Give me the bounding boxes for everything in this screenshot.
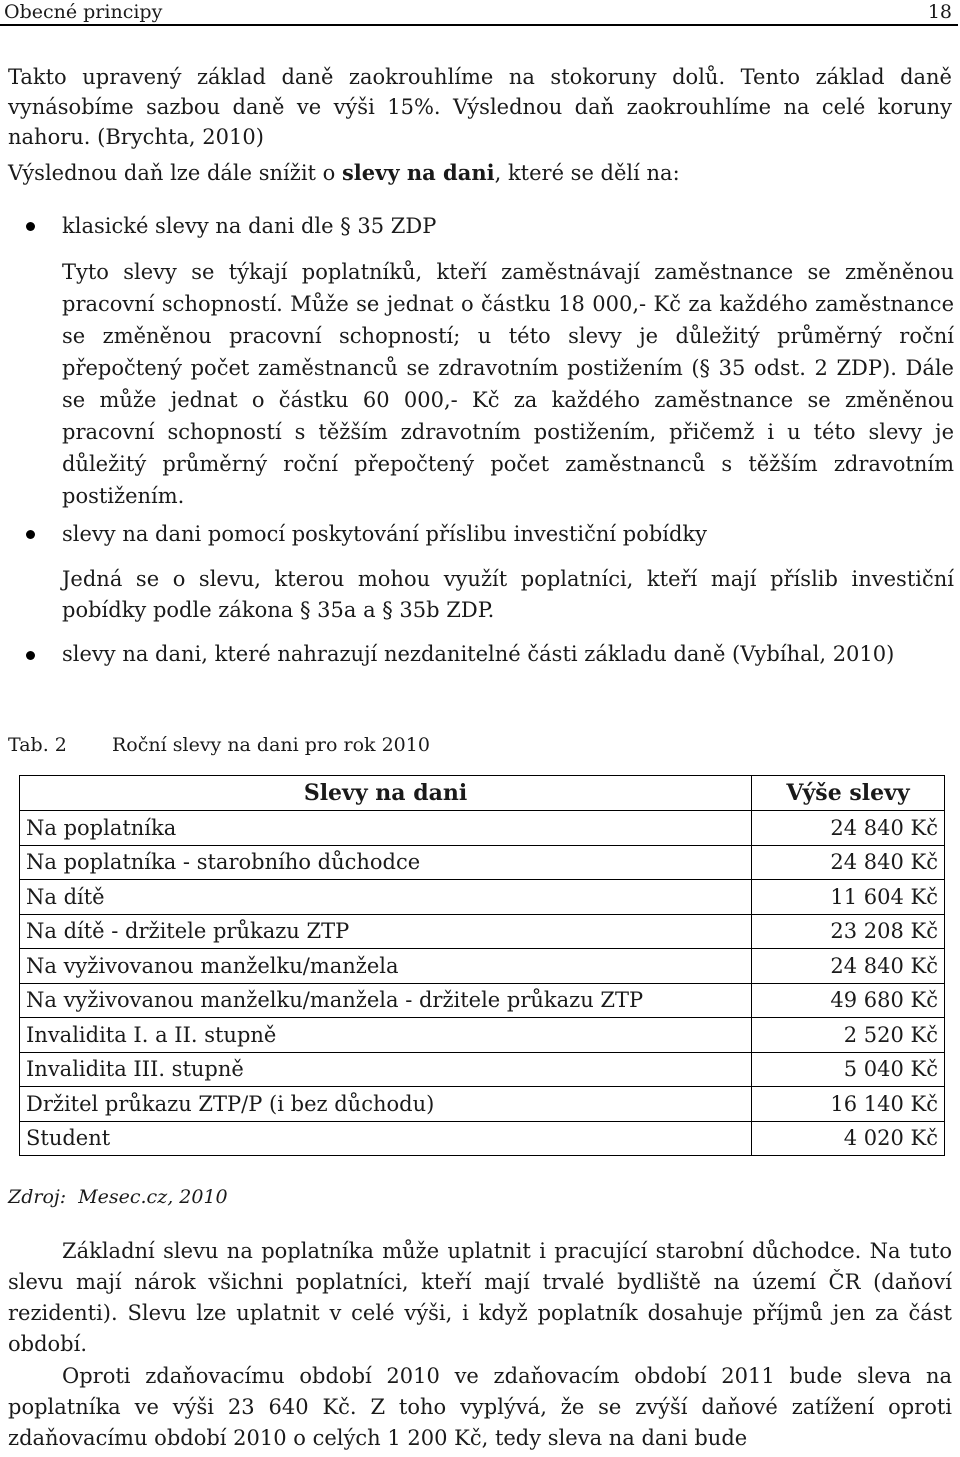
page-number: 18	[927, 1, 952, 23]
credit-amount: 24 840 Kč	[752, 949, 945, 984]
intro-paragraph: Takto upravený základ daně zaokrouhlíme na stokoruny dolů. Tento základ daně vynásobíme sazbou daně ve výši 15%. Výslednou daň zaokrouhlíme na celé koruny nahoru. (Brychta, 2010)	[8, 65, 952, 149]
credit-name: Na dítě	[20, 880, 752, 915]
table-row	[20, 1121, 945, 1156]
reduction-sentence: Výslednou daň lze dále snížit o slevy na dani, které se dělí na:	[8, 160, 680, 185]
table-number: Tab. 2	[8, 734, 67, 756]
credit-name: Na poplatníka	[20, 811, 752, 846]
table-row	[20, 983, 945, 1018]
table-row	[20, 811, 945, 846]
credit-name: Invalidita I. a II. stupně	[20, 1018, 752, 1053]
reduction-bold-term: slevy na dani	[341, 160, 495, 185]
source-value: Mesec.cz, 2010	[78, 1186, 228, 1208]
table-row	[20, 949, 945, 984]
table-title: Roční slevy na dani pro rok 2010	[112, 734, 430, 756]
table-row	[20, 914, 945, 949]
page-header	[0, 0, 958, 26]
table-row	[20, 845, 945, 880]
bullet-dot	[26, 530, 35, 539]
table-header-row	[20, 776, 945, 811]
credit-amount: 16 140 Kč	[752, 1087, 945, 1122]
table-row	[20, 1018, 945, 1053]
credit-name: Držitel průkazu ZTP/P (i bez důchodu)	[20, 1087, 752, 1122]
bullet-heading-1: klasické slevy na dani dle § 35 ZDP	[62, 214, 437, 238]
tax-credits-table	[19, 775, 945, 1156]
closing-paragraph-1: Základní slevu na poplatníka může uplatnit i pracující starobní důchodce. Na tuto slevu mají nárok všichni poplatníci, kteří mají trvalé bydliště na území ČR (daňoví rezidenti). Slevu lze uplatnit v celé výši, i když poplatník dosahuje příjmů jen za část období.	[8, 1239, 952, 1356]
closing-paragraph-2: Oproti zdaňovacímu období 2010 ve zdaňovacím období 2011 bude sleva na poplatníka ve výši 23 640 Kč. Z toho vyplývá, že se zvýší daňové zatížení oproti zdaňovacímu období 2010 o celých 1 200 Kč, tedy sleva na dani bude	[8, 1364, 952, 1450]
table-source	[8, 1184, 228, 1210]
credit-amount: 24 840 Kč	[752, 811, 945, 846]
credit-amount: 23 208 Kč	[752, 914, 945, 949]
bullet-dot	[26, 222, 35, 231]
credit-amount: 4 020 Kč	[752, 1121, 945, 1156]
credit-name: Na poplatníka - starobního důchodce	[20, 845, 752, 880]
bullet-heading-2: slevy na dani pomocí poskytování příslibu investiční pobídky	[62, 522, 708, 546]
bullet-dot	[26, 651, 35, 660]
credit-amount: 24 840 Kč	[752, 845, 945, 880]
credit-name: Student	[20, 1121, 752, 1156]
table-row	[20, 1052, 945, 1087]
credit-amount: 49 680 Kč	[752, 983, 945, 1018]
bullet-body-1: Tyto slevy se týkají poplatníků, kteří zaměstnávají zaměstnance se změněnou pracovní schopností. Může se jednat o částku 18 000,- Kč za každého zaměstnance se změněnou pracovní schopností; u této slevy je důležitý průměrný roční přepočtený počet zaměstnanců se zdravotním postižením (§ 35 odst. 2 ZDP). Dále se může jednat o částku 60 000,- Kč za každého zaměstnance se změněnou pracovní schopností s těžším zdravotním postižením, přičemž i u této slevy je důležitý průměrný roční přepočtený počet zaměstnanců s těžším zdravotním postižením.	[62, 260, 954, 508]
credit-name: Na vyživovanou manželku/manžela - držitele průkazu ZTP	[20, 983, 752, 1018]
credit-name: Na vyživovanou manželku/manžela	[20, 949, 752, 984]
bullet-body-2: Jedná se o slevu, kterou mohou využít poplatníci, kteří mají příslib investiční pobídky podle zákona § 35a a § 35b ZDP.	[62, 567, 954, 622]
source-label: Zdroj:	[8, 1186, 67, 1208]
column-header-amount: Výše slevy	[752, 776, 945, 811]
credit-name: Invalidita III. stupně	[20, 1052, 752, 1087]
credit-amount: 11 604 Kč	[752, 880, 945, 915]
credit-amount: 2 520 Kč	[752, 1018, 945, 1053]
table-row	[20, 1087, 945, 1122]
credit-amount: 5 040 Kč	[752, 1052, 945, 1087]
chapter-title: Obecné principy	[4, 1, 163, 23]
column-header-credit: Slevy na dani	[20, 776, 752, 811]
credit-name: Na dítě - držitele průkazu ZTP	[20, 914, 752, 949]
table-row	[20, 880, 945, 915]
bullet-heading-3: slevy na dani, které nahrazují nezdanitelné části základu daně (Vybíhal, 2010)	[62, 642, 895, 666]
